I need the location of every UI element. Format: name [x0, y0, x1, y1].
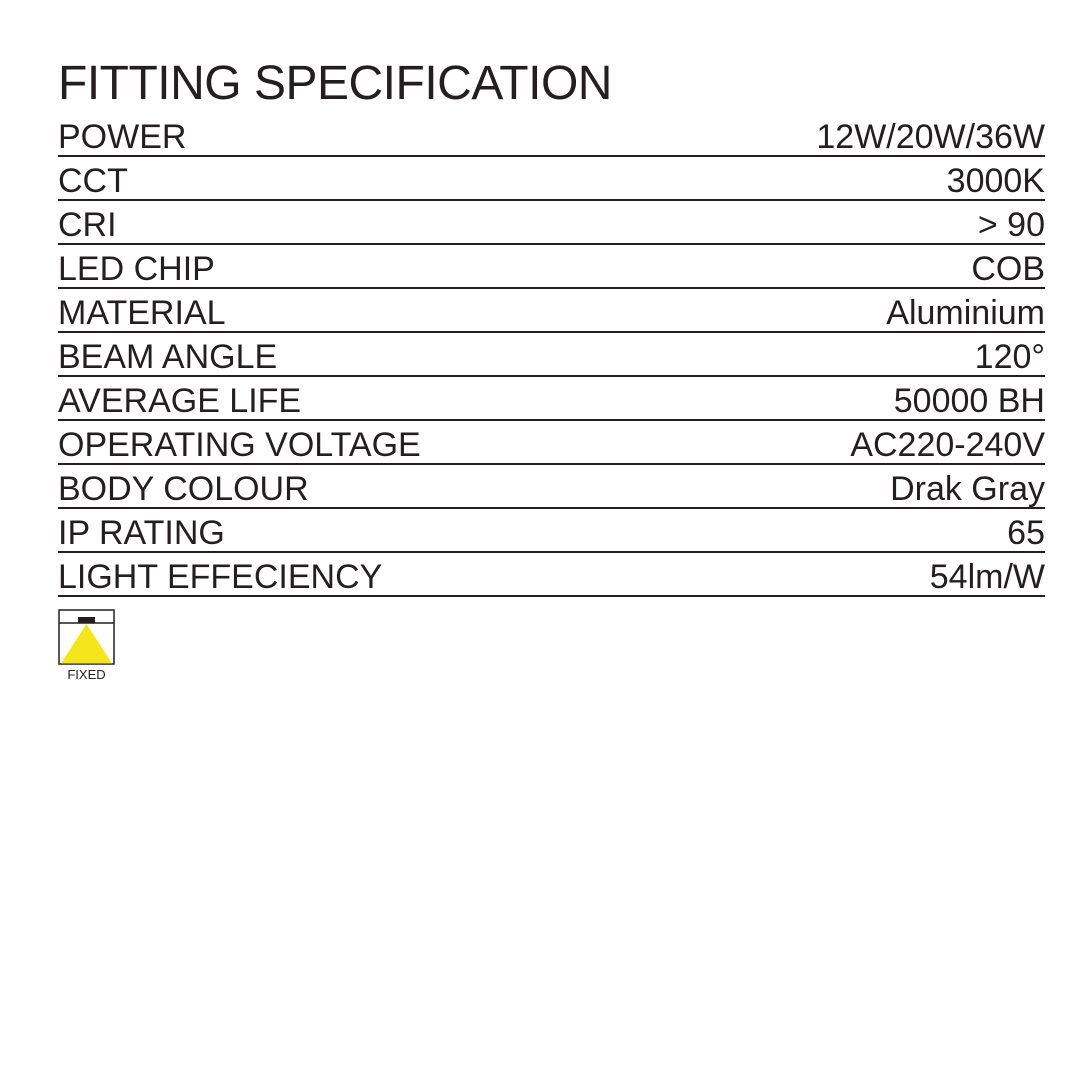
fixed-label: FIXED — [67, 667, 106, 682]
spec-row-operating-voltage — [58, 421, 1045, 465]
spec-value: 50000 BH — [893, 382, 1045, 420]
spec-value: 54lm/W — [929, 558, 1045, 596]
spec-label: OPERATING VOLTAGE — [58, 426, 421, 464]
spec-row-power — [58, 113, 1045, 157]
spec-row-material — [58, 289, 1045, 333]
spec-label: BODY COLOUR — [58, 470, 309, 508]
spec-value: AC220-240V — [850, 426, 1045, 464]
spec-value: Aluminium — [886, 294, 1045, 332]
page-title: FITTING SPECIFICATION — [58, 57, 612, 110]
spec-row-cri — [58, 201, 1045, 245]
spec-value: 3000K — [946, 162, 1045, 200]
spec-value: 12W/20W/36W — [816, 118, 1045, 156]
spec-label: BEAM ANGLE — [58, 338, 278, 376]
spec-value: 65 — [1007, 514, 1045, 552]
spec-label: CCT — [58, 162, 128, 200]
spec-row-body-colour — [58, 465, 1045, 509]
fixed-mount-indicator — [58, 609, 115, 683]
fixed-light-beam-icon — [58, 609, 115, 665]
spec-value: 120° — [974, 338, 1045, 376]
spec-label: MATERIAL — [58, 294, 226, 332]
spec-value: COB — [971, 250, 1045, 288]
spec-row-ip-rating — [58, 509, 1045, 553]
spec-label: LED CHIP — [58, 250, 215, 288]
spec-label: LIGHT EFFECIENCY — [58, 558, 383, 596]
spec-row-light-efficiency — [58, 553, 1045, 597]
spec-row-average-life — [58, 377, 1045, 421]
spec-table — [58, 113, 1045, 597]
spec-row-cct — [58, 157, 1045, 201]
spec-label: POWER — [58, 118, 187, 156]
icon-light-fixture — [78, 617, 95, 623]
spec-label: IP RATING — [58, 514, 225, 552]
spec-label: CRI — [58, 206, 117, 244]
spec-label: AVERAGE LIFE — [58, 382, 302, 420]
spec-value: > 90 — [977, 206, 1045, 244]
spec-row-beam-angle — [58, 333, 1045, 377]
spec-value: Drak Gray — [890, 470, 1045, 508]
spec-row-led-chip — [58, 245, 1045, 289]
